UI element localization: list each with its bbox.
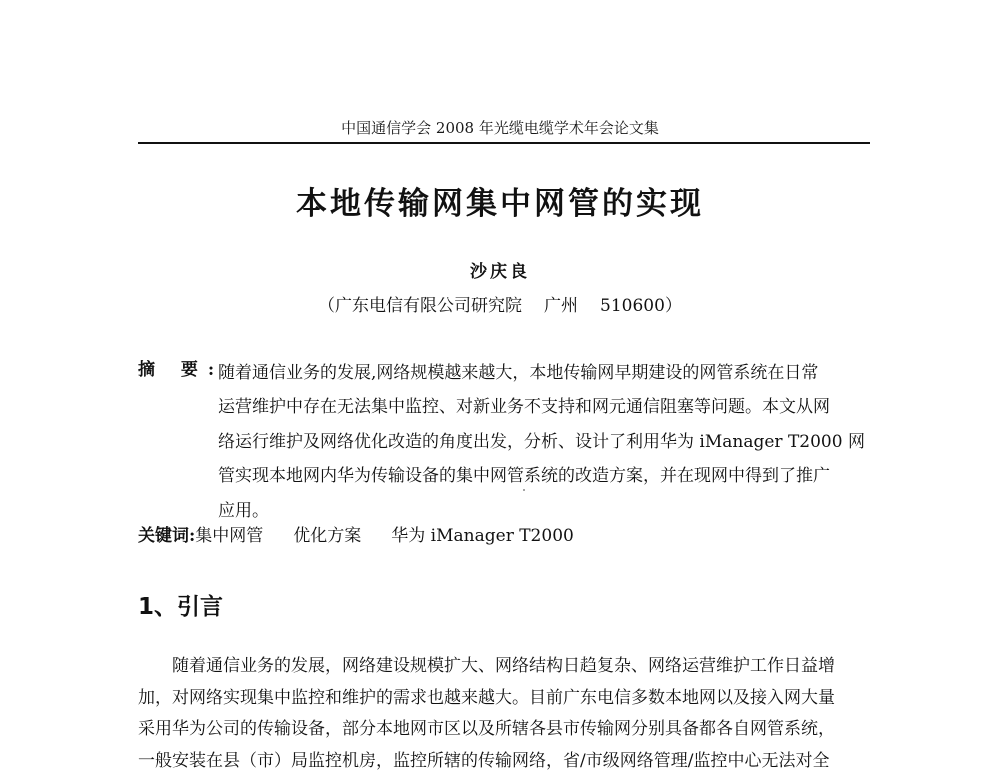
- abstract-line: 管实现本地网内华为传输设备的集中网管系统的改造方案，并在现网中得到了推广: [218, 459, 870, 493]
- keyword-item: 优化方案: [293, 526, 361, 546]
- affiliation-open-paren: （: [318, 296, 335, 316]
- section-body: [138, 651, 870, 777]
- keyword-item: 华为 iManager T2000: [391, 526, 574, 546]
- abstract-label: 摘 要:: [138, 356, 224, 384]
- body-line: 加，对网络实现集中监控和维护的需求也越来越大。目前广东电信多数本地网以及接入网大量: [138, 683, 870, 715]
- affiliation-close-paren: ）: [665, 296, 682, 316]
- body-line: 随着通信业务的发展，网络建设规模扩大、网络结构日趋复杂、网络运营维护工作日益增: [138, 651, 870, 683]
- scan-speck: [523, 489, 525, 491]
- abstract-line: 络运行维护及网络优化改造的角度出发，分析、设计了利用华为 iManager T2000 网: [218, 425, 870, 459]
- author-affiliation: [0, 294, 1000, 318]
- affiliation-city: 广州: [544, 296, 578, 316]
- affiliation-org: 广东电信有限公司研究院: [335, 296, 522, 316]
- section-heading: 1、引言: [138, 590, 223, 624]
- body-line: 采用华为公司的传输设备，部分本地网市区以及所辖各县市传输网分别具备都各自网管系统，: [138, 714, 870, 746]
- keyword-item: 集中网管: [195, 526, 263, 546]
- affiliation-postcode: 510600: [600, 296, 665, 316]
- abstract-line: 随着通信业务的发展,网络规模越来越大，本地传输网早期建设的网管系统在日常: [218, 356, 870, 390]
- abstract-line: 应用。: [218, 494, 870, 528]
- keywords-label: 关键词:: [138, 526, 195, 546]
- author-name: 沙庆良: [0, 260, 1000, 284]
- header-rule: [138, 142, 870, 144]
- running-header: 中国通信学会 2008 年光缆电缆学术年会论文集: [0, 118, 1000, 138]
- paper-title: 本地传输网集中网管的实现: [0, 184, 1000, 224]
- keywords-line: [138, 522, 574, 550]
- abstract-line: 运营维护中存在无法集中监控、对新业务不支持和网元通信阻塞等问题。本文从网: [218, 390, 870, 424]
- body-line: 一般安装在县（市）局监控机房，监控所辖的传输网络，省/市级网络管理/监控中心无法对全: [138, 746, 870, 777]
- abstract-body: [218, 356, 870, 528]
